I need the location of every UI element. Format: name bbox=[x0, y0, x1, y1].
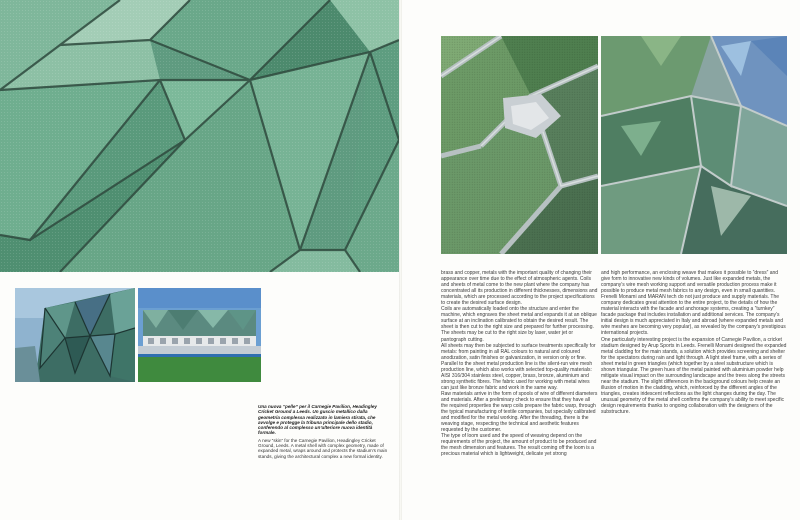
text-column-left bbox=[441, 270, 598, 457]
text-column-right bbox=[601, 270, 787, 415]
caption-english: A new “skin” for the Carnegie Pavilion, Headingley Cricket Ground, Leeds. A metal shell with complex geometry, made of expanded metal, wraps around and protects the stadium’s main stands, giving the architectural complex a new formal identity. bbox=[258, 437, 388, 459]
stadium-pitch-photo bbox=[138, 288, 261, 382]
paragraph: The type of loom used and the speed of weaving depend on the requirements of the project, the amount of product to be produced and the mesh dimension and features. The result coming off the loom is a precious material which is lightweight, delicate yet strong bbox=[441, 433, 597, 458]
paragraph: Frenelli Monami and MARAN tech do not just produce and supply materials. The company dedicates great attention to the entire project, to the details of how the material interacts with the facade and anchorage systems, creating a “turnkey” facade package that includes installation and additional services. The company’s initial design is much appreciated in Italy and abroad (where expanded metals and wire meshes are becoming very popular), as revealed by the company’s prestigious international projects. bbox=[601, 294, 786, 337]
photo-caption bbox=[258, 404, 390, 459]
paragraph: and high performance, an enclosing weave that makes it possible to “dress” and give form to innovative new kinds of volumes. Just like expanded metals, the company’s wire mesh working support and versatile production process make it possible to produce metal mesh fabrics to any design, even in small quantities. bbox=[601, 270, 779, 295]
paragraph: One particularly interesting project is the expansion of Carnegie Pavilion, a cricket stadium designed by Arup Sports in Leeds. Frenelli Monami designed the expanded metal cladding for the main stands, a solution which provides screening and shelter for the spectators during rain and light through. A light steel frame, with a series of sheet metal in green triangles (which together by a steel substructure which is shown triangular. The green hues of the metal painted with aluminium powder help mitigate visual impact on the surrounding landscape and the trees along the streets near the stadium. The slight differences in the background colours help create an illusion of motion in the cladding, which, reinforced by the different angles of the triangles, creates iridescent reflections as the light changes during the day. The unusual geometry of the metal shell confirms the company’s ability to meet specific design requirements thanks to ongoing collaboration with the designers of the substructure. bbox=[601, 336, 787, 416]
facade-closeup-photo bbox=[0, 0, 399, 272]
stadium-cladding-photo bbox=[15, 288, 135, 382]
caption-italian: Una nuova “pelle” per il Carnegie Pavilion, Headingley Cricket Ground a Leeds. Un guscio metallico dalla geometria complessa realizzato in lamiera stirata, che avvolge e protegge la tribuna principale dello stadio, conferendo al complesso un’ulteriore nuova identità formale. bbox=[258, 404, 377, 436]
paragraph: brass and copper, metals with the important quality of changing their appearance over time due to the effect of atmospheric agents. Coils and sheets of metal come to the new plant where the company has concentrated all its production in different thicknesses, dimensions and materials, which are processed according to the project specifications to create the desired surface design. bbox=[441, 270, 598, 307]
spread-gutter bbox=[399, 0, 402, 520]
paragraph: All sheets may then be subjected to surface treatments specifically for metals: from painting in all RAL colours to natural and coloured anodization, satin finishes or galvanization, in version only or fine. Parallel to the sheet metal production line is the silent-run wire mesh production line, which also works with selected top-quality materials: AISI 316/304 stainless steel, copper, brass, bronze, aluminium and strong synthetic fibres. The fabric used for working with metal wires can just like bronze fabric and work in the same way. bbox=[441, 342, 596, 391]
paragraph: Raw materials arrive in the form of spools of wire of different diameters and materials. After a preliminary check to ensure that they have all the required properties the warp coils prepare the fabric warp, through the typical manufacturing of textile companies, but specially calibrated and modified for the metal working. After the threading, there is the weaving stage, respecting the technical and aesthetic features requested by the customer. bbox=[441, 390, 598, 434]
paragraph: Coils are automatically loaded onto the structure and enter the machine, which engraves the sheet metal and expands it at an oblique surface at an inclination calibrated to obtain the desired result. The sheet is then cut to the right size and prepared for further processing. The sheets may be cut to the right size by laser, water jet or pantograph cutting. bbox=[441, 306, 597, 343]
facade-reflection-photo bbox=[601, 36, 787, 254]
mesh-panel-detail-photo bbox=[441, 36, 598, 254]
